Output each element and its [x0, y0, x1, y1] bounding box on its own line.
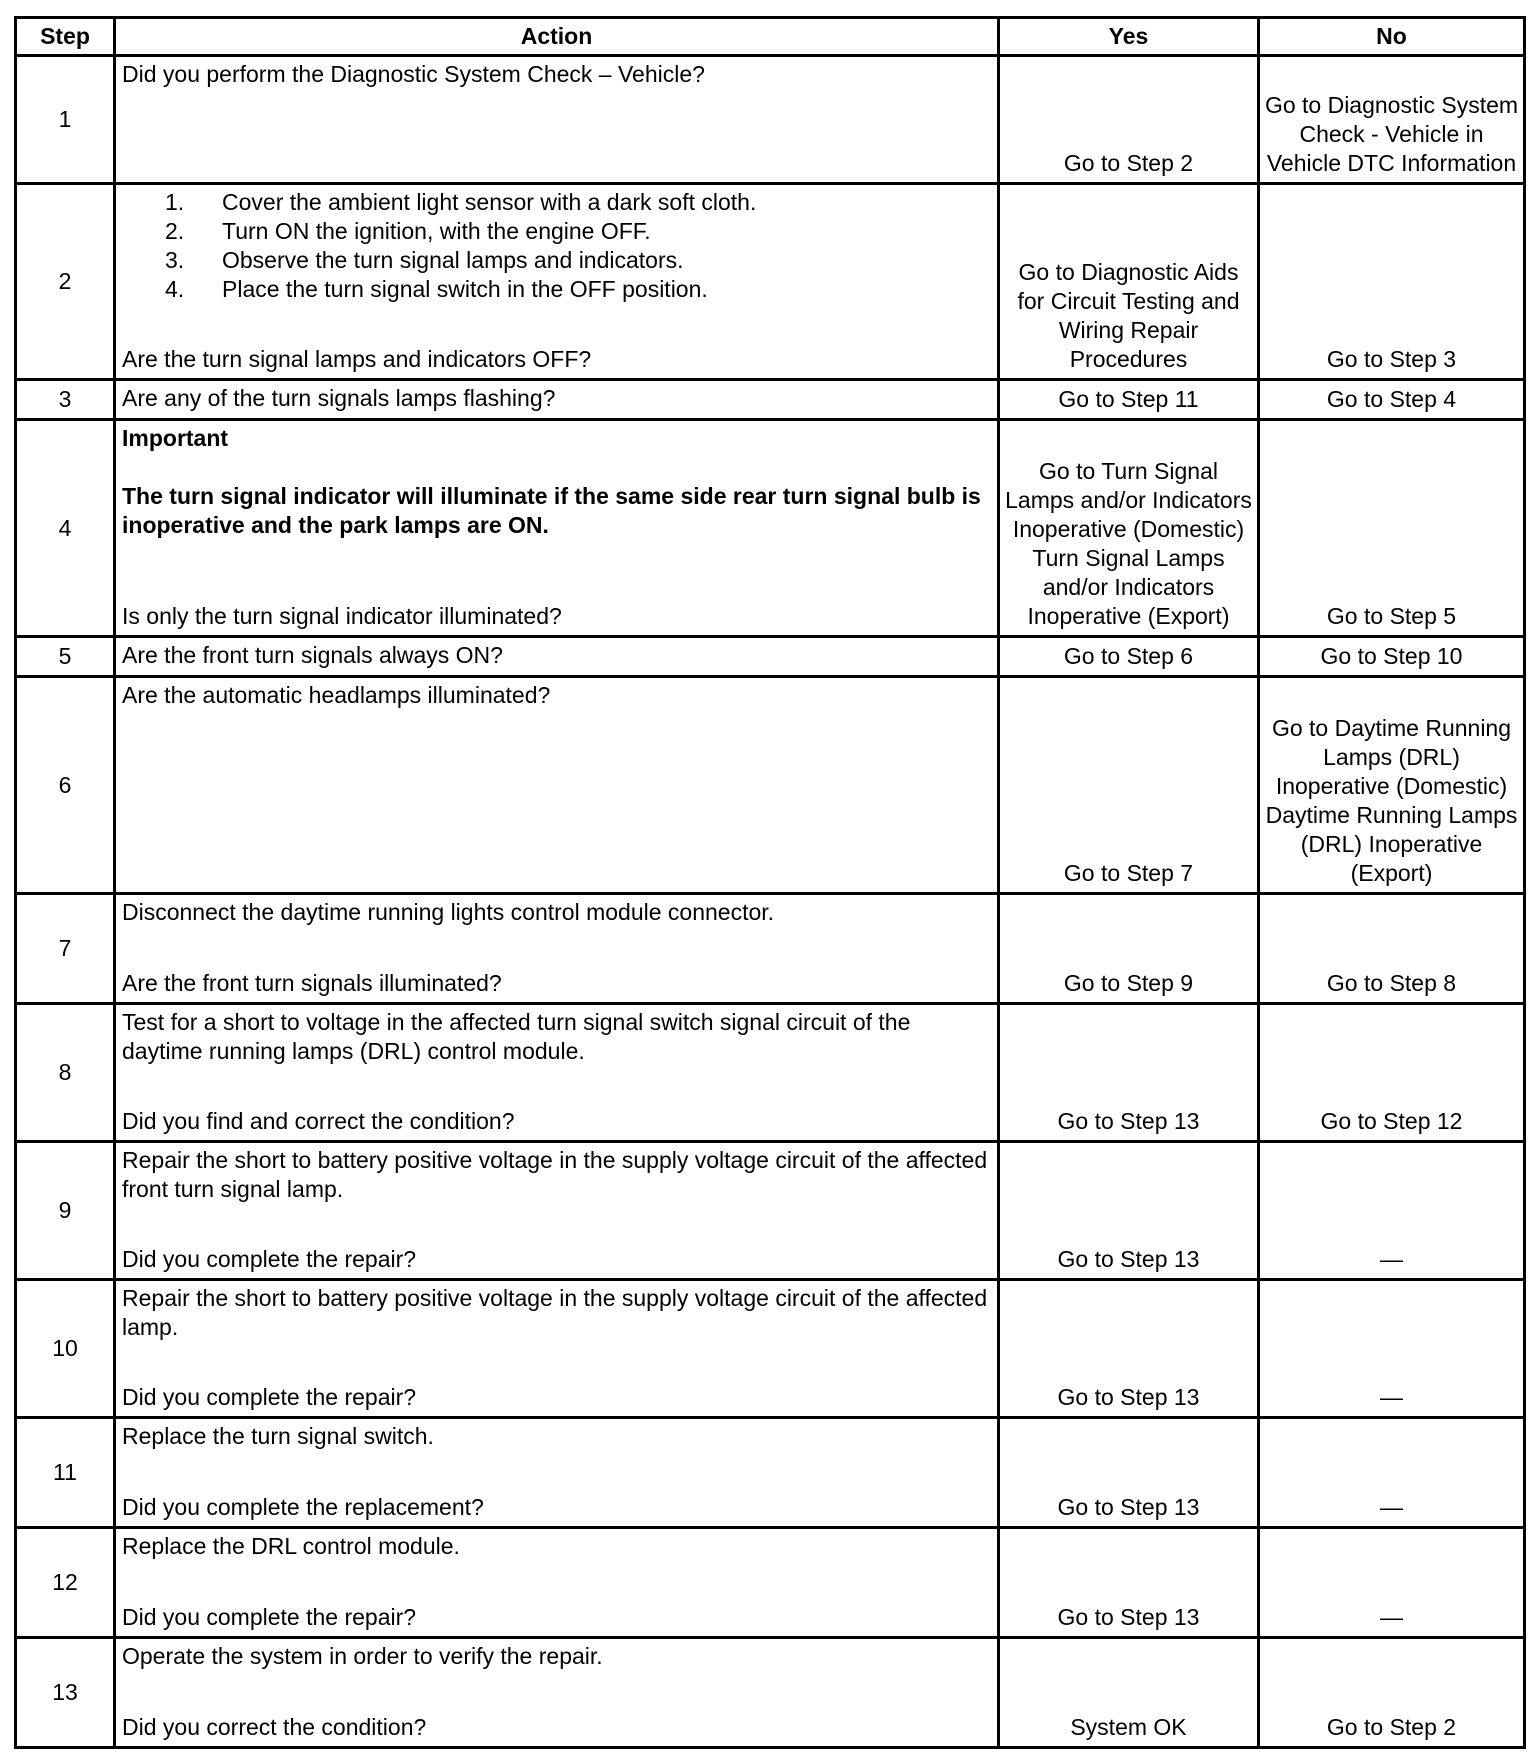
header-action: Action — [115, 18, 999, 56]
table-row — [16, 1528, 1525, 1638]
action-question: Did you perform the Diagnostic System Check – Vehicle? — [122, 61, 705, 87]
yes-cell: Go to Step 2 — [999, 56, 1259, 184]
yes-cell: System OK — [999, 1638, 1259, 1748]
no-cell: Go to Step 2 — [1259, 1638, 1525, 1748]
no-cell: Go to Step 8 — [1259, 894, 1525, 1004]
action-question: Are the turn signal lamps and indicators OFF? — [122, 346, 592, 372]
table-row — [16, 56, 1525, 184]
yes-cell: Go to Step 9 — [999, 894, 1259, 1004]
table-row — [16, 380, 1525, 420]
action-instruction: Repair the short to battery positive voltage in the supply voltage circuit of the affected front turn signal lamp. — [122, 1147, 988, 1202]
action-cell — [115, 1638, 999, 1748]
no-cell: — — [1259, 1280, 1525, 1418]
table-row — [16, 184, 1525, 380]
action-question: Did you complete the repair? — [122, 1604, 417, 1630]
action-instruction: Replace the turn signal switch. — [122, 1423, 434, 1449]
action-instruction: Operate the system in order to verify the repair. — [122, 1643, 603, 1669]
yes-cell: Go to Step 13 — [999, 1528, 1259, 1638]
table-row — [16, 894, 1525, 1004]
list-item: 3. Observe the turn signal lamps and indicators. — [165, 247, 684, 273]
table-row — [16, 677, 1525, 894]
no-cell: Go to Step 3 — [1259, 184, 1525, 380]
step-number: 8 — [16, 1004, 115, 1142]
header-row — [16, 18, 1525, 56]
no-cell: Go to Step 4 — [1259, 380, 1525, 420]
action-question: Are the automatic headlamps illuminated? — [122, 682, 551, 708]
yes-cell: Go to Step 13 — [999, 1280, 1259, 1418]
table-row — [16, 1418, 1525, 1528]
yes-cell: Go to Step 13 — [999, 1418, 1259, 1528]
action-question: Did you find and correct the condition? — [122, 1108, 515, 1134]
action-question: Did you complete the repair? — [122, 1246, 417, 1272]
step-number: 12 — [16, 1528, 115, 1638]
action-cell — [115, 56, 999, 184]
list-item: 1. Cover the ambient light sensor with a dark soft cloth. — [165, 189, 757, 215]
action-cell — [115, 677, 999, 894]
action-cell — [115, 1004, 999, 1142]
action-question: Are the front turn signals illuminated? — [122, 970, 502, 996]
action-instruction: Replace the DRL control module. — [122, 1533, 460, 1559]
action-question: Are any of the turn signals lamps flashing? — [122, 385, 556, 411]
yes-cell: Go to Step 13 — [999, 1004, 1259, 1142]
action-cell — [115, 420, 999, 637]
action-question: Are the front turn signals always ON? — [122, 642, 503, 668]
step-number: 5 — [16, 637, 115, 677]
step-number: 4 — [16, 420, 115, 637]
action-question: Is only the turn signal indicator illuminated? — [122, 603, 562, 629]
action-cell — [115, 894, 999, 1004]
table-row — [16, 637, 1525, 677]
table-row — [16, 1142, 1525, 1280]
no-cell: Go to Step 10 — [1259, 637, 1525, 677]
table-row — [16, 1280, 1525, 1418]
step-number: 7 — [16, 894, 115, 1004]
no-cell: Go to Daytime Running Lamps (DRL) Inoperative (Domestic) Daytime Running Lamps (DRL) Inoperative (Export) — [1259, 677, 1525, 894]
no-cell: — — [1259, 1418, 1525, 1528]
action-cell — [115, 1418, 999, 1528]
step-number: 3 — [16, 380, 115, 420]
no-cell: — — [1259, 1528, 1525, 1638]
diagnostic-table — [14, 16, 1526, 1749]
action-instruction: Test for a short to voltage in the affected turn signal switch signal circuit of the daytime running lamps (DRL) control module. — [122, 1009, 911, 1064]
action-cell — [115, 184, 999, 380]
no-cell: Go to Step 5 — [1259, 420, 1525, 637]
action-cell — [115, 637, 999, 677]
action-cell — [115, 1280, 999, 1418]
no-cell: — — [1259, 1142, 1525, 1280]
yes-cell: Go to Step 13 — [999, 1142, 1259, 1280]
important-label: Important — [122, 425, 229, 451]
action-cell — [115, 380, 999, 420]
yes-cell: Go to Step 11 — [999, 380, 1259, 420]
action-step-list — [122, 188, 991, 304]
header-no: No — [1259, 18, 1525, 56]
action-question: Did you complete the replacement? — [122, 1494, 484, 1520]
no-cell: Go to Diagnostic System Check - Vehicle in Vehicle DTC Information — [1259, 56, 1525, 184]
yes-cell: Go to Step 7 — [999, 677, 1259, 894]
action-instruction: Disconnect the daytime running lights control module connector. — [122, 899, 775, 925]
action-question: Did you complete the repair? — [122, 1384, 417, 1410]
step-number: 10 — [16, 1280, 115, 1418]
important-note: The turn signal indicator will illuminate if the same side rear turn signal bulb is inoperative and the park lamps are ON. — [122, 483, 981, 538]
action-cell — [115, 1528, 999, 1638]
list-item: 4. Place the turn signal switch in the OFF position. — [165, 276, 708, 302]
step-number: 6 — [16, 677, 115, 894]
table-row — [16, 1638, 1525, 1748]
table-row — [16, 1004, 1525, 1142]
yes-cell: Go to Step 6 — [999, 637, 1259, 677]
action-instruction: Repair the short to battery positive voltage in the supply voltage circuit of the affected lamp. — [122, 1285, 988, 1340]
step-number: 11 — [16, 1418, 115, 1528]
header-yes: Yes — [999, 18, 1259, 56]
yes-cell: Go to Turn Signal Lamps and/or Indicators Inoperative (Domestic) Turn Signal Lamps and/or Indicators Inoperative (Export) — [999, 420, 1259, 637]
step-number: 1 — [16, 56, 115, 184]
step-number: 2 — [16, 184, 115, 380]
no-cell: Go to Step 12 — [1259, 1004, 1525, 1142]
table-row — [16, 420, 1525, 637]
yes-cell: Go to Diagnostic Aids for Circuit Testing and Wiring Repair Procedures — [999, 184, 1259, 380]
step-number: 13 — [16, 1638, 115, 1748]
list-item: 2. Turn ON the ignition, with the engine OFF. — [165, 218, 651, 244]
action-cell — [115, 1142, 999, 1280]
action-question: Did you correct the condition? — [122, 1714, 427, 1740]
header-step: Step — [16, 18, 115, 56]
step-number: 9 — [16, 1142, 115, 1280]
